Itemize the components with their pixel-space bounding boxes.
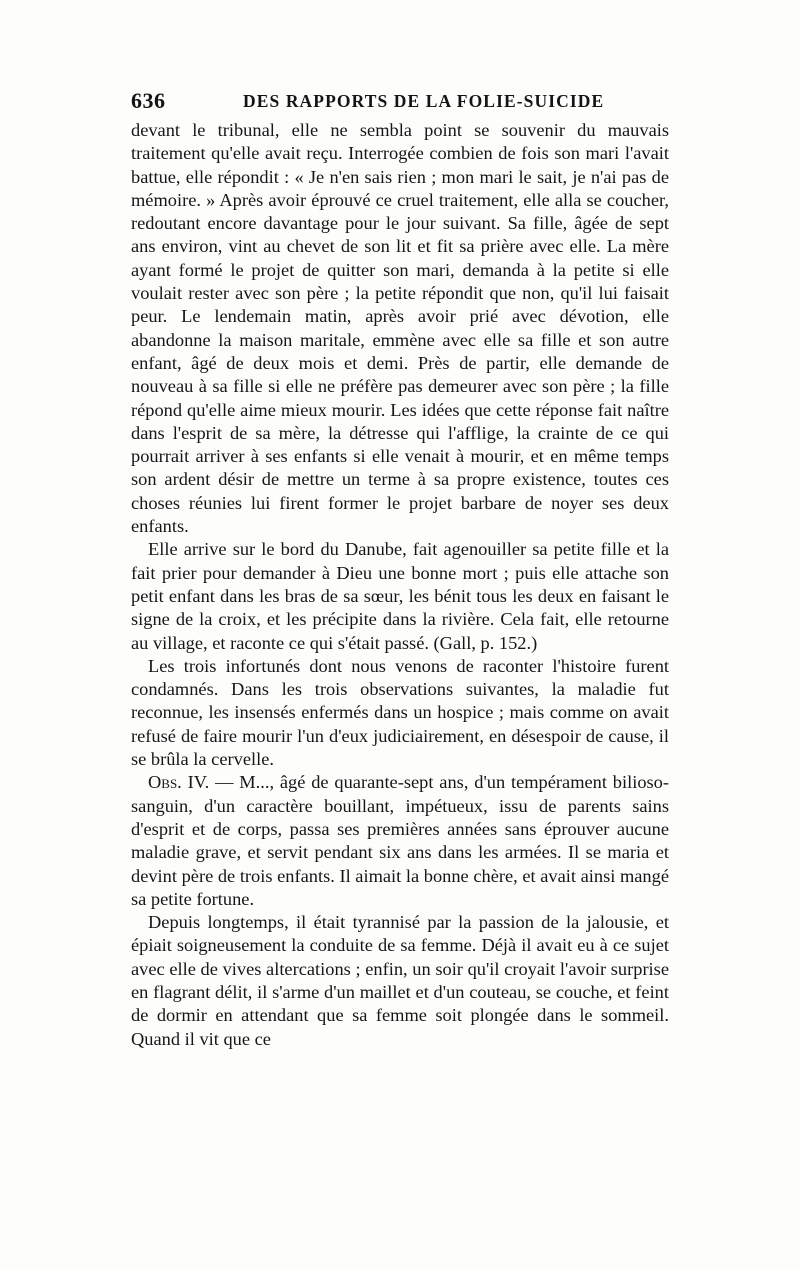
page-number: 636 [131,88,166,113]
observation-text: — M..., âgé de quarante-sept ans, d'un tempérament bilioso-sanguin, d'un caractère bouillant, impétueux, issu de parents sains d'esprit et de corps, passa ses premières années sans éprouver aucune maladie grave, et servit pendant six ans dans les armées. Il se maria et devint père de trois enfants. Il aimait la bonne chère, et avait ainsi mangé sa petite fortune. [131,772,669,909]
observation-label: Obs. IV. [148,772,210,793]
running-title: DES RAPPORTS DE LA FOLIE-SUICIDE [243,91,605,111]
paragraph-jealousy: Depuis longtemps, il était tyrannisé par la passion de la jalousie, et épiait soigneusement la conduite de sa femme. Déjà il avait eu à ce sujet avec elle de vives altercations ; enfin, un soir qu'il croyait l'avoir surprise en flagrant délit, il s'arme d'un maillet et d'un couteau, se couche, et feint de dormir en attendant que sa femme soit plongée dans le sommeil. Quand il vit que ce [131,912,669,1049]
paragraph-observation-iv [131,771,669,911]
page-header [131,88,669,118]
paragraph-continuation: devant le tribunal, elle ne sembla point se souvenir du mauvais traitement qu'elle avait reçu. Interrogée combien de fois son mari l'avait battue, elle répondit : « Je n'en sais rien ; mon mari le sait, je n'ai pas de mémoire. » Après avoir éprouvé ce cruel traitement, elle alla se coucher, redoutant encore davantage pour le jour suivant. Sa fille, âgée de sept ans environ, vint au chevet de son lit et fit sa prière avec elle. La mère ayant formé le projet de quitter son mari, demanda à la petite si elle voulait rester avec son père ; la petite répondit que non, qu'il lui faisait peur. Le lendemain matin, après avoir prié avec dévotion, elle abandonne la maison maritale, emmène avec elle sa fille et son autre enfant, âgé de deux mois et demi. Près de partir, elle demande de nouveau à sa fille si elle ne préfère pas demeurer avec son père ; la fille répond qu'elle aime mieux mourir. Les idées que cette réponse fait naître dans l'esprit de sa mère, la détresse qui l'afflige, la crainte de ce qui pourrait arriver à ses enfants si elle venait à mourir, et en même temps son ardent désir de mettre un terme à sa propre existence, toutes ces choses réunies lui firent former le projet barbare de noyer ses deux enfants. [131,120,669,537]
paragraph-danube: Elle arrive sur le bord du Danube, fait agenouiller sa petite fille et la fait prier pour demander à Dieu une bonne mort ; puis elle attache son petit enfant dans les bras de sa sœur, les bénit tous les deux en faisant le signe de la croix, et les précipite dans la rivière. Cela fait, elle retourne au village, et raconte ce qui s'était passé. (Gall, p. 152.) [131,539,669,653]
paragraph-condemned: Les trois infortunés dont nous venons de raconter l'histoire furent condamnés. Dans les trois observations suivantes, la maladie fut reconnue, les insensés enfermés dans un hospice ; mais comme on avait refusé de faire mourir l'un d'eux judiciairement, en désespoir de cause, il se brûla la cervelle. [131,655,669,770]
body-text [131,119,669,1051]
